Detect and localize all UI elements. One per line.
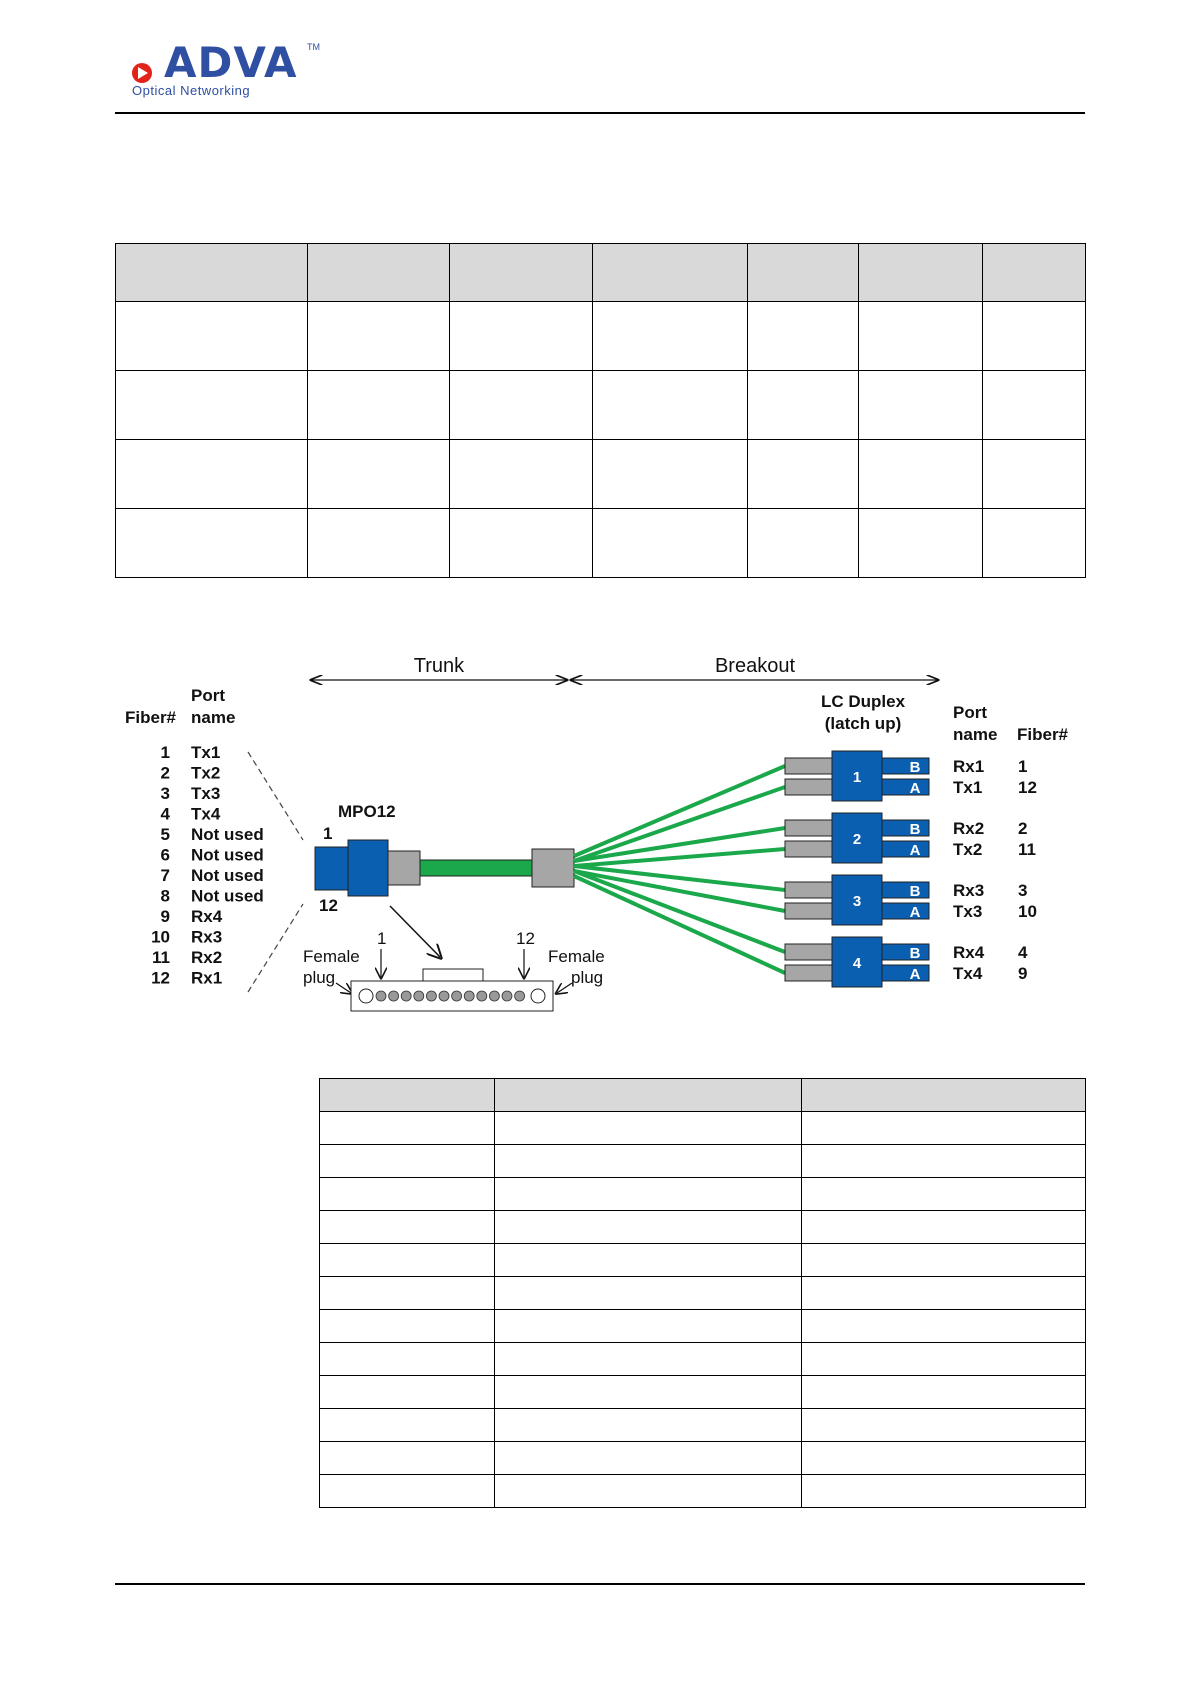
table-row: [320, 1409, 1086, 1442]
left-fiber-number: 1: [160, 743, 170, 762]
fiber-assignment-table: [319, 1078, 1086, 1508]
table-header-cell: [116, 244, 308, 302]
table-header-cell: [450, 244, 593, 302]
table-cell: [320, 1343, 495, 1376]
lc-ferrule: [785, 758, 832, 774]
left-port-name: Tx4: [191, 804, 221, 824]
table-row: [320, 1112, 1086, 1145]
table-cell: [320, 1376, 495, 1409]
plug-fiber-hole: [426, 991, 436, 1001]
female-plug-label-right-2: plug: [571, 968, 604, 987]
lc-b-connector: [882, 944, 929, 960]
lc-a-connector: [882, 965, 929, 981]
mpo-pin-last-label: 12: [319, 896, 338, 915]
table-header-cell: [859, 244, 983, 302]
left-fiber-number: 3: [160, 784, 170, 803]
lc-a-label: A: [909, 966, 921, 983]
lc-ferrule: [785, 779, 832, 795]
right-fiber-number: 2: [1018, 819, 1028, 838]
left-port-name: Tx1: [191, 743, 221, 762]
plug-pin-last: 12: [516, 929, 535, 948]
table-cell: [802, 1211, 1086, 1244]
left-fiber-number: 6: [160, 845, 170, 865]
right-port-name: Rx4: [953, 943, 985, 962]
table-header-cell: [593, 244, 748, 302]
table-cell: [802, 1112, 1086, 1145]
lc-a-connector: [882, 779, 929, 795]
table-header-cell: [495, 1079, 802, 1112]
breakout-fanout-block: [532, 849, 574, 887]
table-cell: [495, 1310, 802, 1343]
company-logo: [130, 38, 330, 100]
table-cell: [320, 1178, 495, 1211]
lc-duplex-number: 3: [852, 893, 862, 910]
table-row: [320, 1442, 1086, 1475]
lc-b-label: B: [909, 883, 921, 900]
table-cell: [495, 1376, 802, 1409]
table-cell: [495, 1112, 802, 1145]
table-cell: [320, 1475, 495, 1508]
left-port-name: Not used: [191, 886, 264, 906]
right-port-name: Rx2: [953, 819, 985, 838]
left-fiber-number: 11: [152, 948, 170, 967]
plug-fiber-hole: [439, 991, 449, 1001]
pinout-indicator-line: [248, 904, 303, 992]
right-fiber-number: 3: [1018, 881, 1028, 900]
trunk-label: Trunk: [413, 655, 465, 677]
plug-fiber-hole: [502, 991, 512, 1001]
right-port-name: Tx1: [953, 778, 983, 797]
mpo-housing: [348, 840, 388, 896]
table-header-row: [320, 1079, 1086, 1112]
lc-b-connector: [882, 882, 929, 898]
right-fiber-header: Fiber#: [1017, 725, 1069, 744]
female-plug-label-right: Female: [548, 947, 605, 966]
left-port-name: Not used: [191, 866, 264, 885]
logo-trademark: TM: [307, 42, 320, 52]
lc-ferrule: [785, 944, 832, 960]
left-fiber-header: Fiber#: [125, 708, 177, 727]
table-row: [320, 1343, 1086, 1376]
footer-divider: [115, 1583, 1085, 1585]
table-cell: [802, 1376, 1086, 1409]
lc-b-connector: [882, 758, 929, 774]
table-header-cell: [308, 244, 450, 302]
plug-fiber-hole: [464, 991, 474, 1001]
table-row: [116, 509, 1086, 578]
right-port-name: Tx2: [953, 840, 983, 859]
plug-pin-first: 1: [377, 929, 387, 948]
table-row: [320, 1376, 1086, 1409]
left-fiber-number: 9: [160, 907, 170, 926]
left-port-header: Port: [191, 686, 225, 705]
table-cell: [320, 1145, 495, 1178]
lc-b-connector: [882, 820, 929, 836]
left-fiber-number: 12: [151, 968, 170, 988]
table-cell: [320, 1277, 495, 1310]
table-cell: [802, 1178, 1086, 1211]
plug-fiber-hole: [452, 991, 462, 1001]
lc-duplex-number: 4: [852, 955, 862, 972]
table-cell: [802, 1277, 1086, 1310]
lc-b-label: B: [909, 821, 921, 838]
header-divider: [115, 112, 1085, 114]
table-row: [320, 1211, 1086, 1244]
table-cell: [802, 1409, 1086, 1442]
plug-fiber-hole: [401, 991, 411, 1001]
plug-key: [423, 969, 483, 981]
lc-ferrule: [785, 903, 832, 919]
female-plug-label-left: Female: [303, 947, 360, 966]
mpo-boot: [315, 847, 349, 890]
table-cell: [802, 1343, 1086, 1376]
table-header-cell: [802, 1079, 1086, 1112]
plug-fiber-hole: [376, 991, 386, 1001]
table-cell: [802, 1310, 1086, 1343]
plug-right-pointer: [557, 983, 572, 993]
table-row: [320, 1475, 1086, 1508]
right-name-header: name: [953, 725, 998, 744]
specification-table: [115, 243, 1086, 578]
table-row: [320, 1277, 1086, 1310]
lc-duplex-number: 2: [852, 831, 862, 848]
lc-a-label: A: [909, 780, 921, 797]
left-fiber-number: 5: [160, 825, 170, 844]
table-row: [320, 1244, 1086, 1277]
right-fiber-number: 1: [1018, 757, 1028, 776]
plug-detail-arrow: [390, 906, 440, 957]
lc-duplex-label: LC Duplex: [820, 692, 906, 711]
table-header-cell: [320, 1079, 495, 1112]
mpo-connector-label: MPO12: [338, 802, 396, 821]
table-cell: [495, 1343, 802, 1376]
right-port-name: Rx3: [953, 881, 985, 900]
lc-a-label: A: [909, 904, 921, 921]
plug-fiber-hole: [477, 991, 487, 1001]
mpo-pin-first-label: 1: [323, 824, 333, 843]
right-fiber-number: 9: [1018, 964, 1028, 983]
table-row: [116, 371, 1086, 440]
lc-ferrule: [785, 965, 832, 981]
right-port-name: Rx1: [953, 757, 985, 776]
table-cell: [320, 1112, 495, 1145]
table-row: [116, 302, 1086, 371]
table-cell: [802, 1442, 1086, 1475]
table-cell: [802, 1145, 1086, 1178]
plug-fiber-hole: [489, 991, 499, 1001]
lc-a-connector: [882, 841, 929, 857]
plug-fiber-hole: [414, 991, 424, 1001]
table-cell: [495, 1145, 802, 1178]
table-cell: [495, 1409, 802, 1442]
left-port-name: Rx4: [191, 907, 223, 926]
table-row: [320, 1145, 1086, 1178]
table-cell: [495, 1277, 802, 1310]
plug-left-pointer: [336, 983, 351, 993]
table-cell: [320, 1211, 495, 1244]
plug-guide-hole: [359, 989, 373, 1003]
plug-fiber-hole: [515, 991, 525, 1001]
lc-b-label: B: [909, 759, 921, 776]
table-cell: [320, 1310, 495, 1343]
table-row: [116, 440, 1086, 509]
left-fiber-number: 4: [160, 804, 170, 824]
lc-b-label: B: [909, 945, 921, 962]
plug-guide-hole: [531, 989, 545, 1003]
table-cell: [802, 1475, 1086, 1508]
breakout-label: Breakout: [714, 655, 796, 677]
right-port-name: Tx4: [953, 964, 983, 983]
mpo-strain-relief: [388, 851, 420, 885]
right-port-header: Port: [953, 703, 987, 722]
right-fiber-number: 12: [1018, 778, 1037, 797]
mpo-breakout-diagram: [115, 640, 1090, 1050]
logo-mark-icon: [130, 61, 154, 85]
right-port-name: Tx3: [953, 902, 983, 921]
table-cell: [495, 1211, 802, 1244]
right-fiber-number: 10: [1018, 902, 1037, 921]
trunk-cable: [420, 860, 532, 876]
left-port-name: Rx2: [191, 948, 223, 967]
left-port-name: Tx3: [191, 784, 221, 803]
table-cell: [495, 1244, 802, 1277]
left-fiber-number: 8: [160, 886, 170, 906]
left-port-name: Not used: [191, 825, 264, 844]
table-cell: [320, 1442, 495, 1475]
table-header-row: [116, 244, 1086, 302]
lc-ferrule: [785, 841, 832, 857]
female-plug-label-left-2: plug: [303, 968, 336, 987]
right-fiber-number: 4: [1018, 943, 1028, 962]
lc-ferrule: [785, 820, 832, 836]
table-cell: [320, 1244, 495, 1277]
logo-text: ADVA: [164, 38, 298, 87]
table-cell: [495, 1442, 802, 1475]
table-cell: [320, 1409, 495, 1442]
logo-subtitle: Optical Networking: [132, 83, 251, 98]
left-port-name: Not used: [191, 845, 264, 865]
left-fiber-number: 7: [160, 866, 170, 885]
plug-fiber-hole: [389, 991, 399, 1001]
left-port-name: Tx2: [191, 763, 221, 783]
lc-a-connector: [882, 903, 929, 919]
left-port-name: Rx1: [191, 968, 223, 988]
table-row: [320, 1178, 1086, 1211]
latch-label: (latch up): [824, 714, 902, 733]
table-cell: [802, 1244, 1086, 1277]
table-header-cell: [983, 244, 1086, 302]
lc-a-label: A: [909, 842, 921, 859]
table-cell: [495, 1475, 802, 1508]
table-cell: [495, 1178, 802, 1211]
lc-ferrule: [785, 882, 832, 898]
left-name-header: name: [191, 708, 236, 727]
lc-duplex-number: 1: [852, 769, 862, 786]
table-row: [320, 1310, 1086, 1343]
breakout-fiber: [574, 871, 785, 952]
left-fiber-number: 2: [160, 763, 170, 783]
right-fiber-number: 11: [1018, 840, 1036, 859]
table-header-cell: [748, 244, 859, 302]
left-port-name: Rx3: [191, 927, 223, 947]
left-fiber-number: 10: [151, 927, 170, 947]
